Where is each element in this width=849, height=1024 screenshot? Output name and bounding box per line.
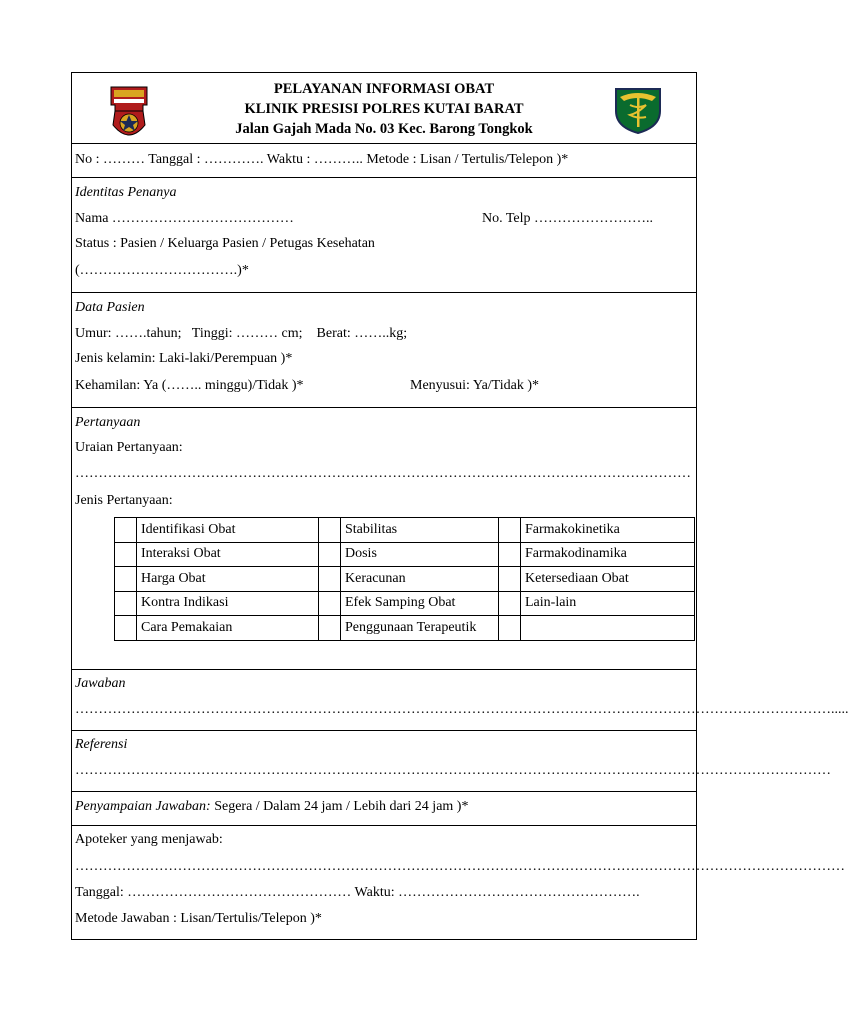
pasien-title: Data Pasien bbox=[75, 300, 145, 315]
apoteker-label: Apoteker yang menjawab: bbox=[75, 832, 223, 847]
police-badge-icon bbox=[108, 81, 150, 143]
question-type-label: Lain-lain bbox=[521, 591, 695, 616]
identitas-section bbox=[72, 178, 696, 293]
penyampaian-value: Segera / Dalam 24 jam / Lebih dari 24 jam )* bbox=[210, 799, 469, 814]
checkbox-cell[interactable] bbox=[499, 542, 521, 567]
checkbox-cell[interactable] bbox=[319, 616, 341, 641]
checkbox-cell[interactable] bbox=[115, 591, 137, 616]
jawaban-title: Jawaban bbox=[75, 676, 126, 691]
jawaban-section bbox=[72, 670, 849, 731]
checkbox-cell[interactable] bbox=[499, 518, 521, 543]
checkbox-cell[interactable] bbox=[319, 591, 341, 616]
menyusui-field: Menyusui: Ya/Tidak )* bbox=[410, 378, 540, 393]
telp-field: No. Telp …………………….. bbox=[482, 211, 654, 226]
clinic-name: KLINIK PRESISI POLRES KUTAI BARAT bbox=[244, 101, 524, 117]
status-field: Status : Pasien / Keluarga Pasien / Petugas Kesehatan bbox=[75, 236, 375, 251]
meta-section bbox=[72, 144, 696, 178]
question-type-label: Dosis bbox=[341, 542, 499, 567]
checkbox-cell[interactable] bbox=[319, 567, 341, 592]
table-row bbox=[115, 542, 695, 567]
checkbox-cell[interactable] bbox=[115, 616, 137, 641]
checkbox-cell[interactable] bbox=[499, 591, 521, 616]
table-row bbox=[115, 616, 695, 641]
form-header bbox=[72, 73, 696, 144]
jenis-label: Jenis Pertanyaan: bbox=[75, 493, 173, 508]
identitas-title: Identitas Penanya bbox=[75, 185, 177, 200]
table-row bbox=[115, 591, 695, 616]
referensi-section bbox=[72, 731, 831, 792]
pasien-section bbox=[72, 293, 696, 408]
referensi-title: Referensi bbox=[75, 737, 128, 752]
tanggal-waktu-field: Tanggal: ………………………………………… Waktu: ……………………………………………. bbox=[75, 885, 640, 900]
referensi-dots: ……………………………………………………………………………………………………………………………………………… bbox=[75, 763, 831, 778]
checkbox-cell[interactable] bbox=[499, 567, 521, 592]
table-row bbox=[115, 567, 695, 592]
information-form bbox=[71, 72, 849, 940]
umur-field: Umur: …….tahun; Tinggi: ……… cm; Berat: ……..kg; bbox=[75, 326, 408, 341]
question-type-label: Farmakokinetika bbox=[521, 518, 695, 543]
nama-field: Nama ………………………………… bbox=[75, 211, 294, 226]
question-type-label: Stabilitas bbox=[341, 518, 499, 543]
kehamilan-field: Kehamilan: Ya (…….. minggu)/Tidak )* bbox=[75, 378, 304, 393]
question-type-label: Farmakodinamika bbox=[521, 542, 695, 567]
penyampaian-section bbox=[72, 792, 696, 826]
apoteker-dots: ………………………………………………………………………………………………………………………………………………… bbox=[75, 859, 845, 874]
checkbox-cell[interactable] bbox=[319, 518, 341, 543]
jawaban-dots: ………………………………………………………………………………………………………………………………………………..... bbox=[75, 702, 849, 717]
uraian-dots: …………………………………………………………………………………………………………………… bbox=[75, 466, 691, 481]
question-type-label: Efek Samping Obat bbox=[341, 591, 499, 616]
meta-line: No : ……… Tanggal : …………. Waktu : ……….. Metode : Lisan / Tertulis/Telepon )* bbox=[75, 152, 569, 167]
pertanyaan-title: Pertanyaan bbox=[75, 415, 141, 430]
metode-jawaban-field: Metode Jawaban : Lisan/Tertulis/Telepon )* bbox=[75, 911, 322, 926]
medical-caduceus-icon bbox=[612, 85, 664, 135]
question-type-label: Ketersediaan Obat bbox=[521, 567, 695, 592]
checkbox-cell[interactable] bbox=[115, 518, 137, 543]
question-type-label bbox=[521, 616, 695, 641]
status-other-field: (…………………………….)* bbox=[75, 263, 249, 278]
checkbox-cell[interactable] bbox=[319, 542, 341, 567]
question-type-label: Cara Pemakaian bbox=[137, 616, 319, 641]
clinic-address: Jalan Gajah Mada No. 03 Kec. Barong Tongkok bbox=[235, 121, 533, 137]
question-type-label: Penggunaan Terapeutik bbox=[341, 616, 499, 641]
question-type-table bbox=[114, 517, 695, 641]
penyampaian-label: Penyampaian Jawaban: bbox=[75, 799, 211, 814]
checkbox-cell[interactable] bbox=[499, 616, 521, 641]
table-row bbox=[115, 518, 695, 543]
checkbox-cell[interactable] bbox=[115, 542, 137, 567]
uraian-label: Uraian Pertanyaan: bbox=[75, 440, 183, 455]
kelamin-field: Jenis kelamin: Laki-laki/Perempuan )* bbox=[75, 351, 293, 366]
penyampaian-line bbox=[75, 798, 468, 816]
question-type-label: Identifikasi Obat bbox=[137, 518, 319, 543]
checkbox-cell[interactable] bbox=[115, 567, 137, 592]
question-type-label: Harga Obat bbox=[137, 567, 319, 592]
question-type-label: Kontra Indikasi bbox=[137, 591, 319, 616]
header-title: PELAYANAN INFORMASI OBAT bbox=[273, 81, 495, 97]
apoteker-section bbox=[72, 826, 845, 939]
question-type-label: Interaksi Obat bbox=[137, 542, 319, 567]
question-type-label: Keracunan bbox=[341, 567, 499, 592]
